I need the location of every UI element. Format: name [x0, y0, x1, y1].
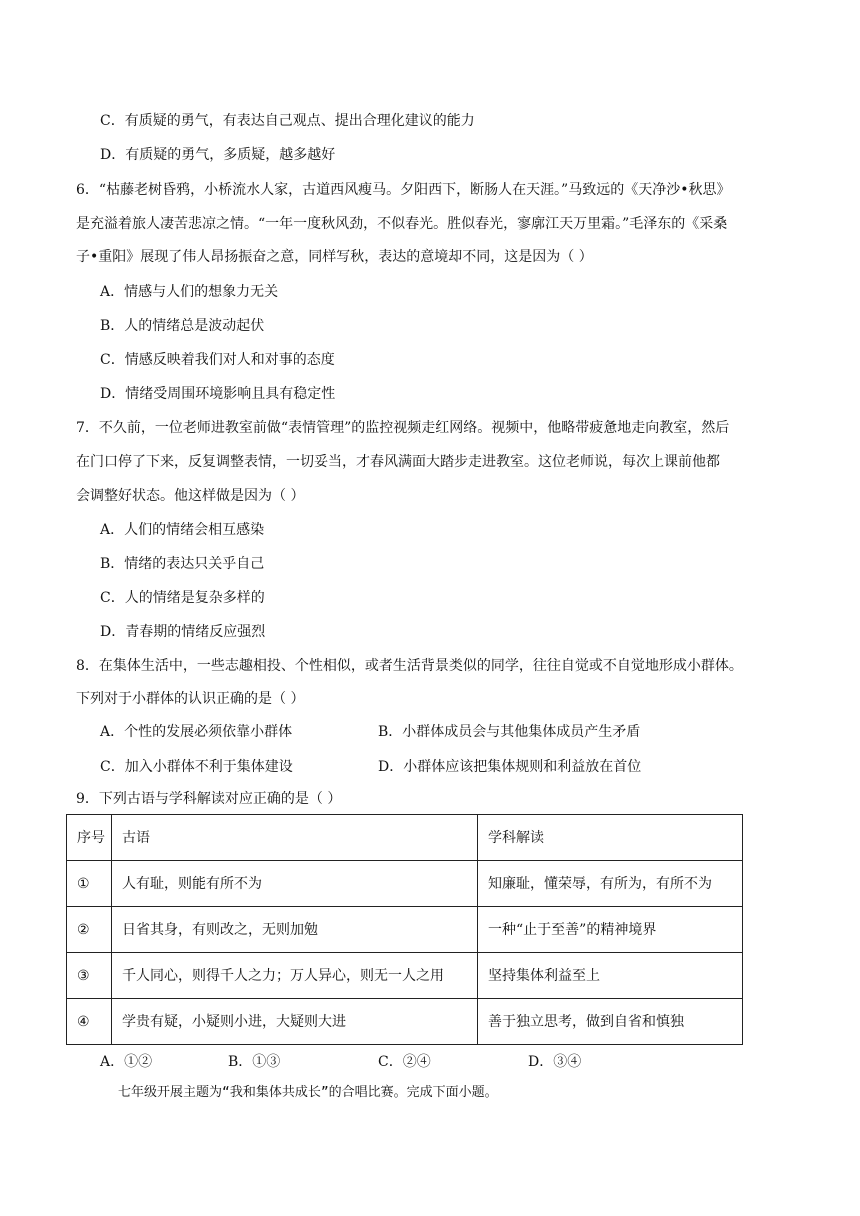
- table-header-cell: 序号: [67, 815, 112, 861]
- q8-option-d: D．小群体应该把集体规则和利益放在首位: [378, 759, 642, 775]
- q6-stem-line1: 6．“枯藤老树昏鸦，小桥流水人家，古道西风瘦马。夕阳西下，断肠人在天涯。”马致远的《天净沙•秋思》: [76, 182, 731, 198]
- q9-option-d: D．③④: [528, 1054, 582, 1070]
- table-header-row: [67, 815, 743, 861]
- table-cell: ①: [67, 861, 112, 907]
- q8-stem-line1: 8．在集体生活中，一些志趣相投、个性相似，或者生活背景类似的同学，往往自觉或不自觉地形成小群体。: [76, 658, 743, 674]
- q6-stem-line3: 子•重阳》展现了伟人昂扬振奋之意，同样写秋，表达的意境却不同，这是因为（ ）: [76, 249, 593, 265]
- q7-option-c: C．人的情绪是复杂多样的: [100, 590, 265, 606]
- q7-stem-line1: 7．不久前，一位老师进教室前做“表情管理”的监控视频走红网络。视频中，他略带疲惫地走向教室，然后: [76, 420, 730, 436]
- table-row: [67, 953, 743, 999]
- q6-option-d: D．情绪受周围环境影响且具有稳定性: [100, 386, 336, 402]
- q6-option-a: A．情感与人们的想象力无关: [100, 284, 279, 300]
- table-cell: ③: [67, 953, 112, 999]
- q8-stem-line2: 下列对于小群体的认识正确的是（ ）: [76, 691, 305, 707]
- table-cell: 坚持集体利益至上: [478, 953, 743, 999]
- q6-option-b: B．人的情绪总是波动起伏: [100, 318, 265, 334]
- table-row: [67, 907, 743, 953]
- q8-option-a: A．个性的发展必须依靠小群体: [100, 724, 293, 740]
- table-cell: 一种“止于至善”的精神境界: [478, 907, 743, 953]
- table-cell: ④: [67, 999, 112, 1045]
- q9-option-a: A．①②: [100, 1054, 153, 1070]
- q9-stem: 9．下列古语与学科解读对应正确的是（ ）: [76, 791, 342, 807]
- table-header-cell: 古语: [112, 815, 478, 861]
- q9-option-b: B．①③: [228, 1054, 281, 1070]
- table-cell: 千人同心，则得千人之力；万人异心，则无一人之用: [112, 953, 478, 999]
- table-row: [67, 861, 743, 907]
- table-row: [67, 999, 743, 1045]
- section-note: 七年级开展主题为“我和集体共成长”的合唱比赛。完成下面小题。: [118, 1085, 498, 1100]
- q9-option-c: C．②④: [378, 1054, 431, 1070]
- q7-option-a: A．人们的情绪会相互感染: [100, 522, 265, 538]
- table-cell: 善于独立思考，做到自省和慎独: [478, 999, 743, 1045]
- table-cell: 人有耻，则能有所不为: [112, 861, 478, 907]
- q9-table: [66, 814, 743, 1045]
- q8-option-b: B．小群体成员会与其他集体成员产生矛盾: [378, 724, 641, 740]
- q7-option-b: B．情绪的表达只关乎自己: [100, 556, 265, 572]
- q7-option-d: D．青春期的情绪反应强烈: [100, 624, 266, 640]
- table-header-cell: 学科解读: [478, 815, 743, 861]
- q7-stem-line2: 在门口停了下来，反复调整表情，一切妥当，才春风满面大踏步走进教室。这位老师说，每次上课前他都: [76, 454, 720, 470]
- q6-stem-line2: 是充溢着旅人凄苦悲凉之情。“一年一度秋风劲，不似春光。胜似春光，寥廓江天万里霜。”毛泽东的《采桑: [76, 216, 728, 232]
- table-cell: 知廉耻，懂荣辱，有所为，有所不为: [478, 861, 743, 907]
- table-cell: 学贵有疑，小疑则小进，大疑则大进: [112, 999, 478, 1045]
- q6-option-c: C．情感反映着我们对人和对事的态度: [100, 352, 335, 368]
- table-cell: ②: [67, 907, 112, 953]
- q5-option-c: C．有质疑的勇气，有表达自己观点、提出合理化建议的能力: [100, 113, 475, 129]
- q7-stem-line3: 会调整好状态。他这样做是因为（ ）: [76, 488, 305, 504]
- q8-option-c: C．加入小群体不利于集体建设: [100, 759, 293, 775]
- q5-option-d: D．有质疑的勇气，多质疑，越多越好: [100, 147, 336, 163]
- table-cell: 日省其身，有则改之，无则加勉: [112, 907, 478, 953]
